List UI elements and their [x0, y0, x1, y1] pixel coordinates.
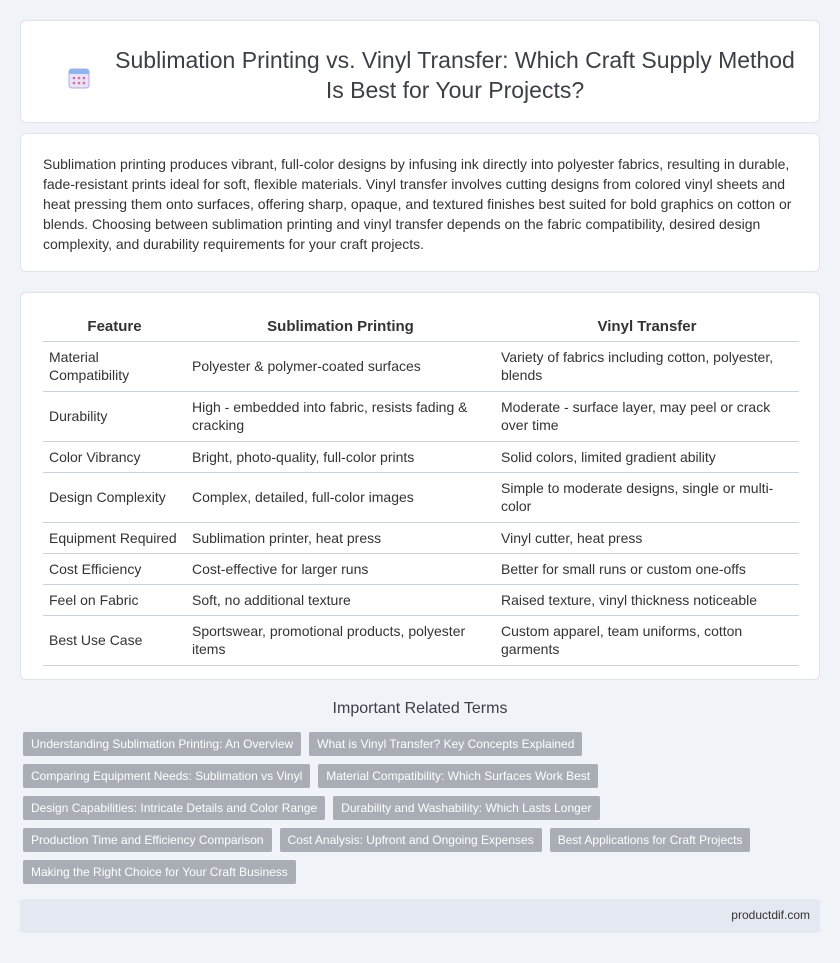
- table-row: [43, 584, 799, 615]
- intro-card: [20, 133, 820, 272]
- sublimation-cell: Bright, photo-quality, full-color prints: [186, 441, 495, 472]
- feature-cell: Color Vibrancy: [43, 441, 186, 472]
- page-title: Sublimation Printing vs. Vinyl Transfer: Which Craft Supply Method Is Best for Your Projects?: [115, 47, 795, 103]
- related-term-tag[interactable]: What is Vinyl Transfer? Key Concepts Explained: [309, 732, 582, 756]
- related-term-tag[interactable]: Material Compatibility: Which Surfaces Work Best: [318, 764, 598, 788]
- table-row: [43, 472, 799, 522]
- related-term-tag[interactable]: Making the Right Choice for Your Craft Business: [23, 860, 296, 884]
- sublimation-cell: Complex, detailed, full-color images: [186, 472, 495, 522]
- related-term-tag[interactable]: Best Applications for Craft Projects: [550, 828, 751, 852]
- sublimation-cell: Cost-effective for larger runs: [186, 553, 495, 584]
- vinyl-cell: Raised texture, vinyl thickness noticeable: [495, 584, 799, 615]
- related-term-tag[interactable]: Comparing Equipment Needs: Sublimation vs Vinyl: [23, 764, 310, 788]
- title-card: [20, 20, 820, 123]
- header-sublimation: Sublimation Printing: [186, 313, 495, 341]
- sublimation-cell: Soft, no additional texture: [186, 584, 495, 615]
- related-term-tag[interactable]: Durability and Washability: Which Lasts Longer: [333, 796, 599, 820]
- related-term-tag[interactable]: Understanding Sublimation Printing: An Overview: [23, 732, 301, 756]
- header-vinyl: Vinyl Transfer: [495, 313, 799, 341]
- feature-cell: Best Use Case: [43, 615, 186, 665]
- footer-bar: [20, 899, 820, 933]
- table-row: [43, 441, 799, 472]
- related-term-tag[interactable]: Cost Analysis: Upfront and Ongoing Expenses: [280, 828, 542, 852]
- sublimation-cell: Polyester & polymer-coated surfaces: [186, 341, 495, 391]
- table-row: [43, 341, 799, 391]
- feature-cell: Material Compatibility: [43, 341, 186, 391]
- vinyl-cell: Simple to moderate designs, single or multi-color: [495, 472, 799, 522]
- vinyl-cell: Variety of fabrics including cotton, polyester, blends: [495, 341, 799, 391]
- feature-cell: Durability: [43, 391, 186, 441]
- related-terms-list: [23, 732, 783, 892]
- feature-cell: Cost Efficiency: [43, 553, 186, 584]
- table-row: [43, 553, 799, 584]
- intro-paragraph: Sublimation printing produces vibrant, full-color designs by infusing ink directly into polyester fabrics, resulting in durable, fade-resistant prints ideal for soft, flexible materials. Vinyl transfer involves cutting designs from colored vinyl sheets and heat pressing them onto surfaces, offering sharp, opaque, and textured finishes best suited for bold graphics on cotton or blends. Choosing between sublimation printing and vinyl transfer depends on the fabric compatibility, desired design complexity, and durability requirements for your craft projects.: [43, 156, 792, 252]
- vinyl-cell: Better for small runs or custom one-offs: [495, 553, 799, 584]
- feature-cell: Feel on Fabric: [43, 584, 186, 615]
- calendar-icon: [67, 66, 91, 90]
- comparison-table: [43, 313, 799, 666]
- sublimation-cell: High - embedded into fabric, resists fading & cracking: [186, 391, 495, 441]
- feature-cell: Design Complexity: [43, 472, 186, 522]
- vinyl-cell: Solid colors, limited gradient ability: [495, 441, 799, 472]
- comparison-card: [20, 292, 820, 680]
- related-term-tag[interactable]: Design Capabilities: Intricate Details and Color Range: [23, 796, 325, 820]
- vinyl-cell: Vinyl cutter, heat press: [495, 522, 799, 553]
- sublimation-cell: Sublimation printer, heat press: [186, 522, 495, 553]
- table-row: [43, 391, 799, 441]
- table-header-row: [43, 313, 799, 341]
- footer-site-link[interactable]: productdif.com: [731, 908, 810, 922]
- table-row: [43, 522, 799, 553]
- vinyl-cell: Custom apparel, team uniforms, cotton garments: [495, 615, 799, 665]
- related-term-tag[interactable]: Production Time and Efficiency Comparison: [23, 828, 272, 852]
- sublimation-cell: Sportswear, promotional products, polyester items: [186, 615, 495, 665]
- table-row: [43, 615, 799, 665]
- vinyl-cell: Moderate - surface layer, may peel or crack over time: [495, 391, 799, 441]
- related-terms-heading: Important Related Terms: [332, 700, 508, 717]
- feature-cell: Equipment Required: [43, 522, 186, 553]
- header-feature: Feature: [43, 313, 186, 341]
